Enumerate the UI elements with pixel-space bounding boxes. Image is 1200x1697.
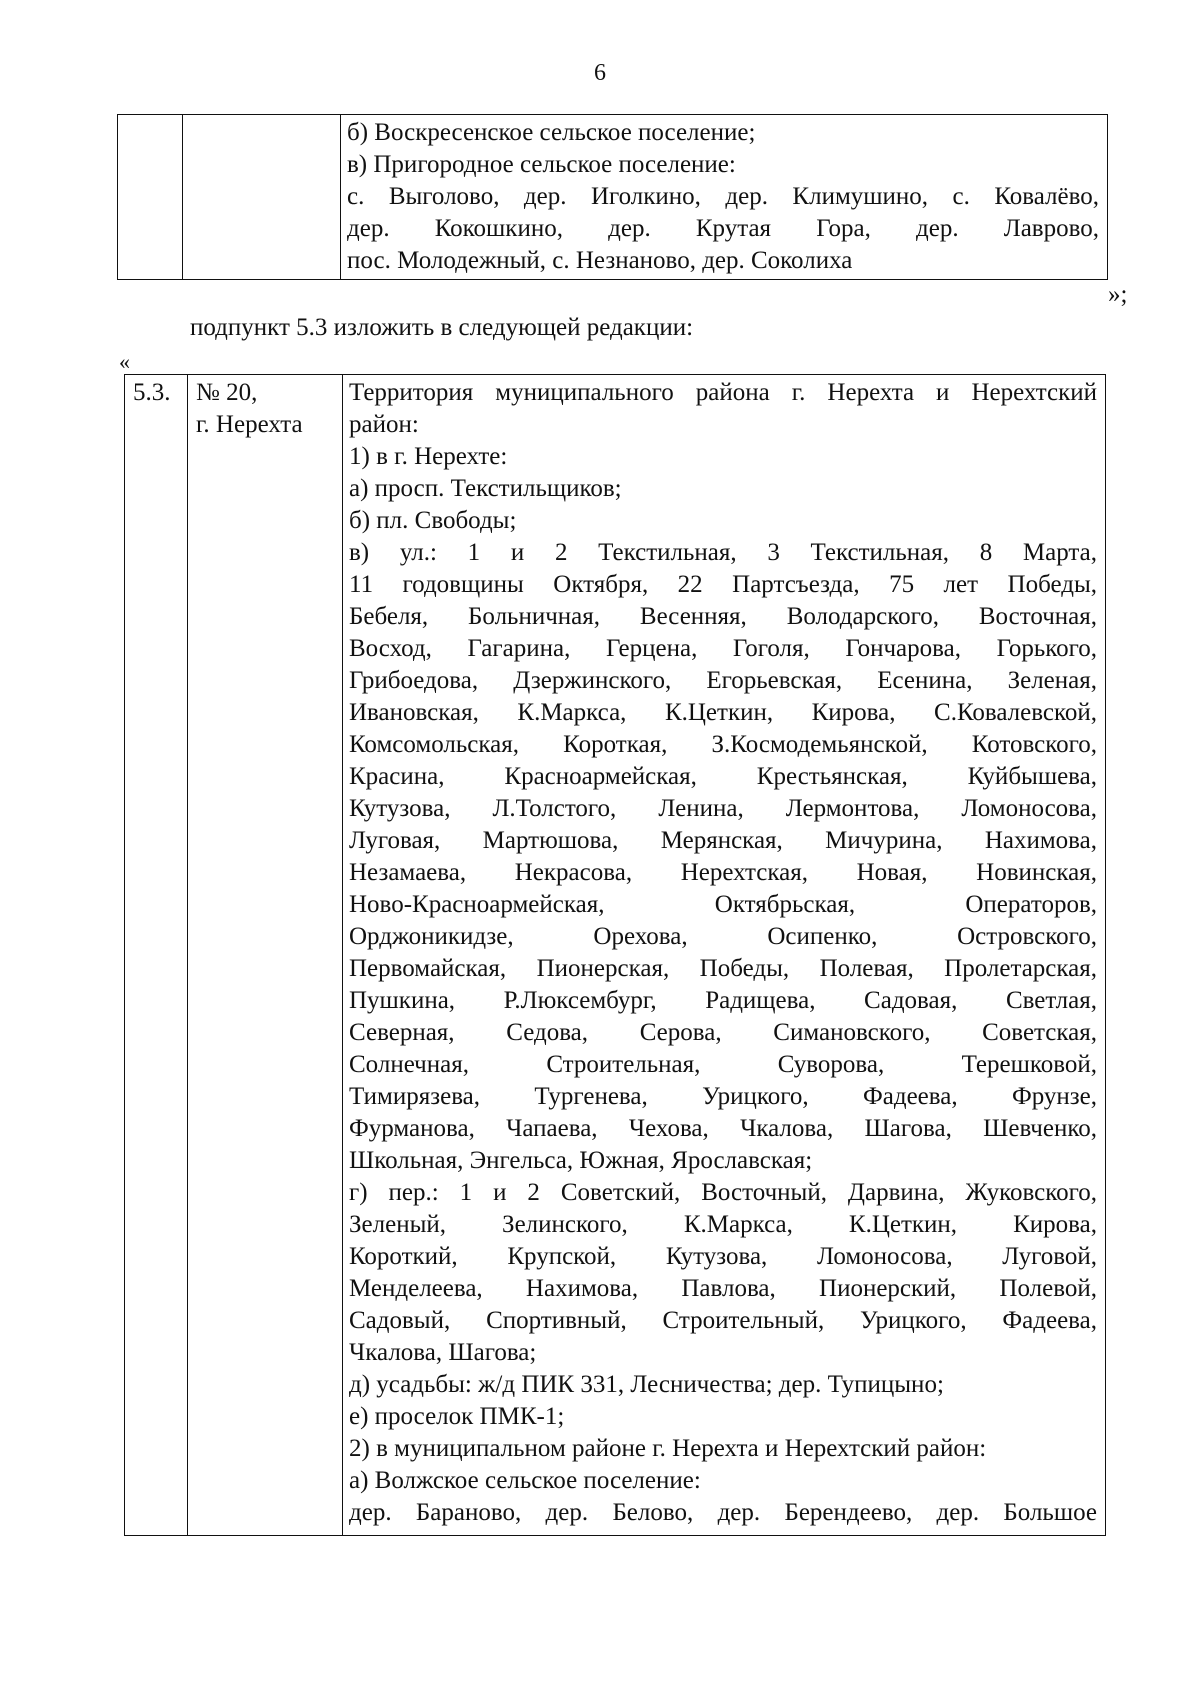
cell-district — [188, 375, 343, 1536]
text-line: Бебеля, Больничная, Весенняя, Володарского, Восточная, — [349, 603, 1097, 630]
cell-number — [118, 115, 183, 280]
page-number: 6 — [594, 60, 606, 86]
cell-territory — [343, 375, 1106, 1536]
text-line: г) пер.: 1 и 2 Советский, Восточный, Дарвина, Жуковского, — [349, 1179, 1097, 1206]
text-line: Фурманова, Чапаева, Чехова, Чкалова, Шагова, Шевченко, — [349, 1115, 1097, 1142]
text-line: 11 годовщины Октября, 22 Партсъезда, 75 лет Победы, — [349, 571, 1097, 598]
text-line: Северная, Седова, Серова, Симановского, Советская, — [349, 1019, 1097, 1046]
text-line: в) Пригородное сельское поселение: — [347, 151, 736, 178]
text-line: 1) в г. Нерехте: — [349, 443, 508, 470]
closing-quote: »; — [1108, 281, 1128, 308]
text-line: Первомайская, Пионерская, Победы, Полевая, Пролетарская, — [349, 955, 1097, 982]
amendment-intro: подпункт 5.3 изложить в следующей редакции: — [190, 314, 694, 341]
text-line: район: — [349, 411, 419, 438]
district-table — [124, 374, 1106, 1536]
text-line: Грибоедова, Дзержинского, Егорьевская, Есенина, Зеленая, — [349, 667, 1097, 694]
text-line: Садовый, Спортивный, Строительный, Урицкого, Фадеева, — [349, 1307, 1097, 1334]
cell-territory — [341, 115, 1108, 280]
text-line: Школьная, Энгельса, Южная, Ярославская; — [349, 1147, 813, 1174]
text-line: д) усадьбы: ж/д ПИК 331, Лесничества; дер. Тупицыно; — [349, 1371, 944, 1398]
text-line: Красина, Красноармейская, Крестьянская, Куйбышева, — [349, 763, 1097, 790]
district-city: г. Нерехта — [196, 411, 303, 438]
text-line: с. Выголово, дер. Иголкино, дер. Климушино, с. Ковалёво, — [347, 183, 1099, 210]
text-line: Солнечная, Строительная, Суворова, Терешковой, — [349, 1051, 1097, 1078]
text-line: Орджоникидзе, Орехова, Осипенко, Островского, — [349, 923, 1097, 950]
text-line: б) Воскресенское сельское поселение; — [347, 119, 756, 146]
cell-district — [183, 115, 341, 280]
table-row — [125, 375, 1106, 1536]
text-line: Территория муниципального района г. Нерехта и Нерехтский — [349, 379, 1097, 406]
text-line: е) проселок ПМК-1; — [349, 1403, 565, 1430]
table-row — [118, 115, 1108, 280]
text-line: 2) в муниципальном районе г. Нерехта и Нерехтский район: — [349, 1435, 987, 1462]
text-line: а) просп. Текстильщиков; — [349, 475, 622, 502]
text-line: а) Волжское сельское поселение: — [349, 1467, 701, 1494]
text-line: в) ул.: 1 и 2 Текстильная, 3 Текстильная, 8 Марта, — [349, 539, 1097, 566]
text-line: дер. Кокошкино, дер. Крутая Гора, дер. Лаврово, — [347, 215, 1099, 242]
text-line: Ново-Красноармейская, Октябрьская, Операторов, — [349, 891, 1097, 918]
text-line: Восход, Гагарина, Герцена, Гоголя, Гончарова, Горького, — [349, 635, 1097, 662]
text-line: Пушкина, Р.Люксембург, Радищева, Садовая, Светлая, — [349, 987, 1097, 1014]
district-number: № 20, — [196, 379, 258, 406]
text-line: Незамаева, Некрасова, Нерехтская, Новая, Новинская, — [349, 859, 1097, 886]
text-line: Чкалова, Шагова; — [349, 1339, 537, 1366]
text-line: Тимирязева, Тургенева, Урицкого, Фадеева, Фрунзе, — [349, 1083, 1097, 1110]
text-line: дер. Бараново, дер. Белово, дер. Берендеево, дер. Большое — [349, 1499, 1097, 1526]
text-line: Зеленый, Зелинского, К.Маркса, К.Цеткин, Кирова, — [349, 1211, 1097, 1238]
text-line: Луговая, Мартюшова, Мерянская, Мичурина, Нахимова, — [349, 827, 1097, 854]
text-line: Ивановская, К.Маркса, К.Цеткин, Кирова, С.Ковалевской, — [349, 699, 1097, 726]
continuation-table — [117, 114, 1108, 280]
text-line: б) пл. Свободы; — [349, 507, 517, 534]
text-line: Комсомольская, Короткая, З.Космодемьянской, Котовского, — [349, 731, 1097, 758]
text-line: Короткий, Крупской, Кутузова, Ломоносова, Луговой, — [349, 1243, 1097, 1270]
text-line: пос. Молодежный, с. Незнаново, дер. Соколиха — [347, 247, 853, 274]
cell-number: 5.3. — [125, 375, 188, 1536]
opening-quote: « — [119, 349, 130, 374]
text-line: Кутузова, Л.Толстого, Ленина, Лермонтова, Ломоносова, — [349, 795, 1097, 822]
text-line: Менделеева, Нахимова, Павлова, Пионерский, Полевой, — [349, 1275, 1097, 1302]
